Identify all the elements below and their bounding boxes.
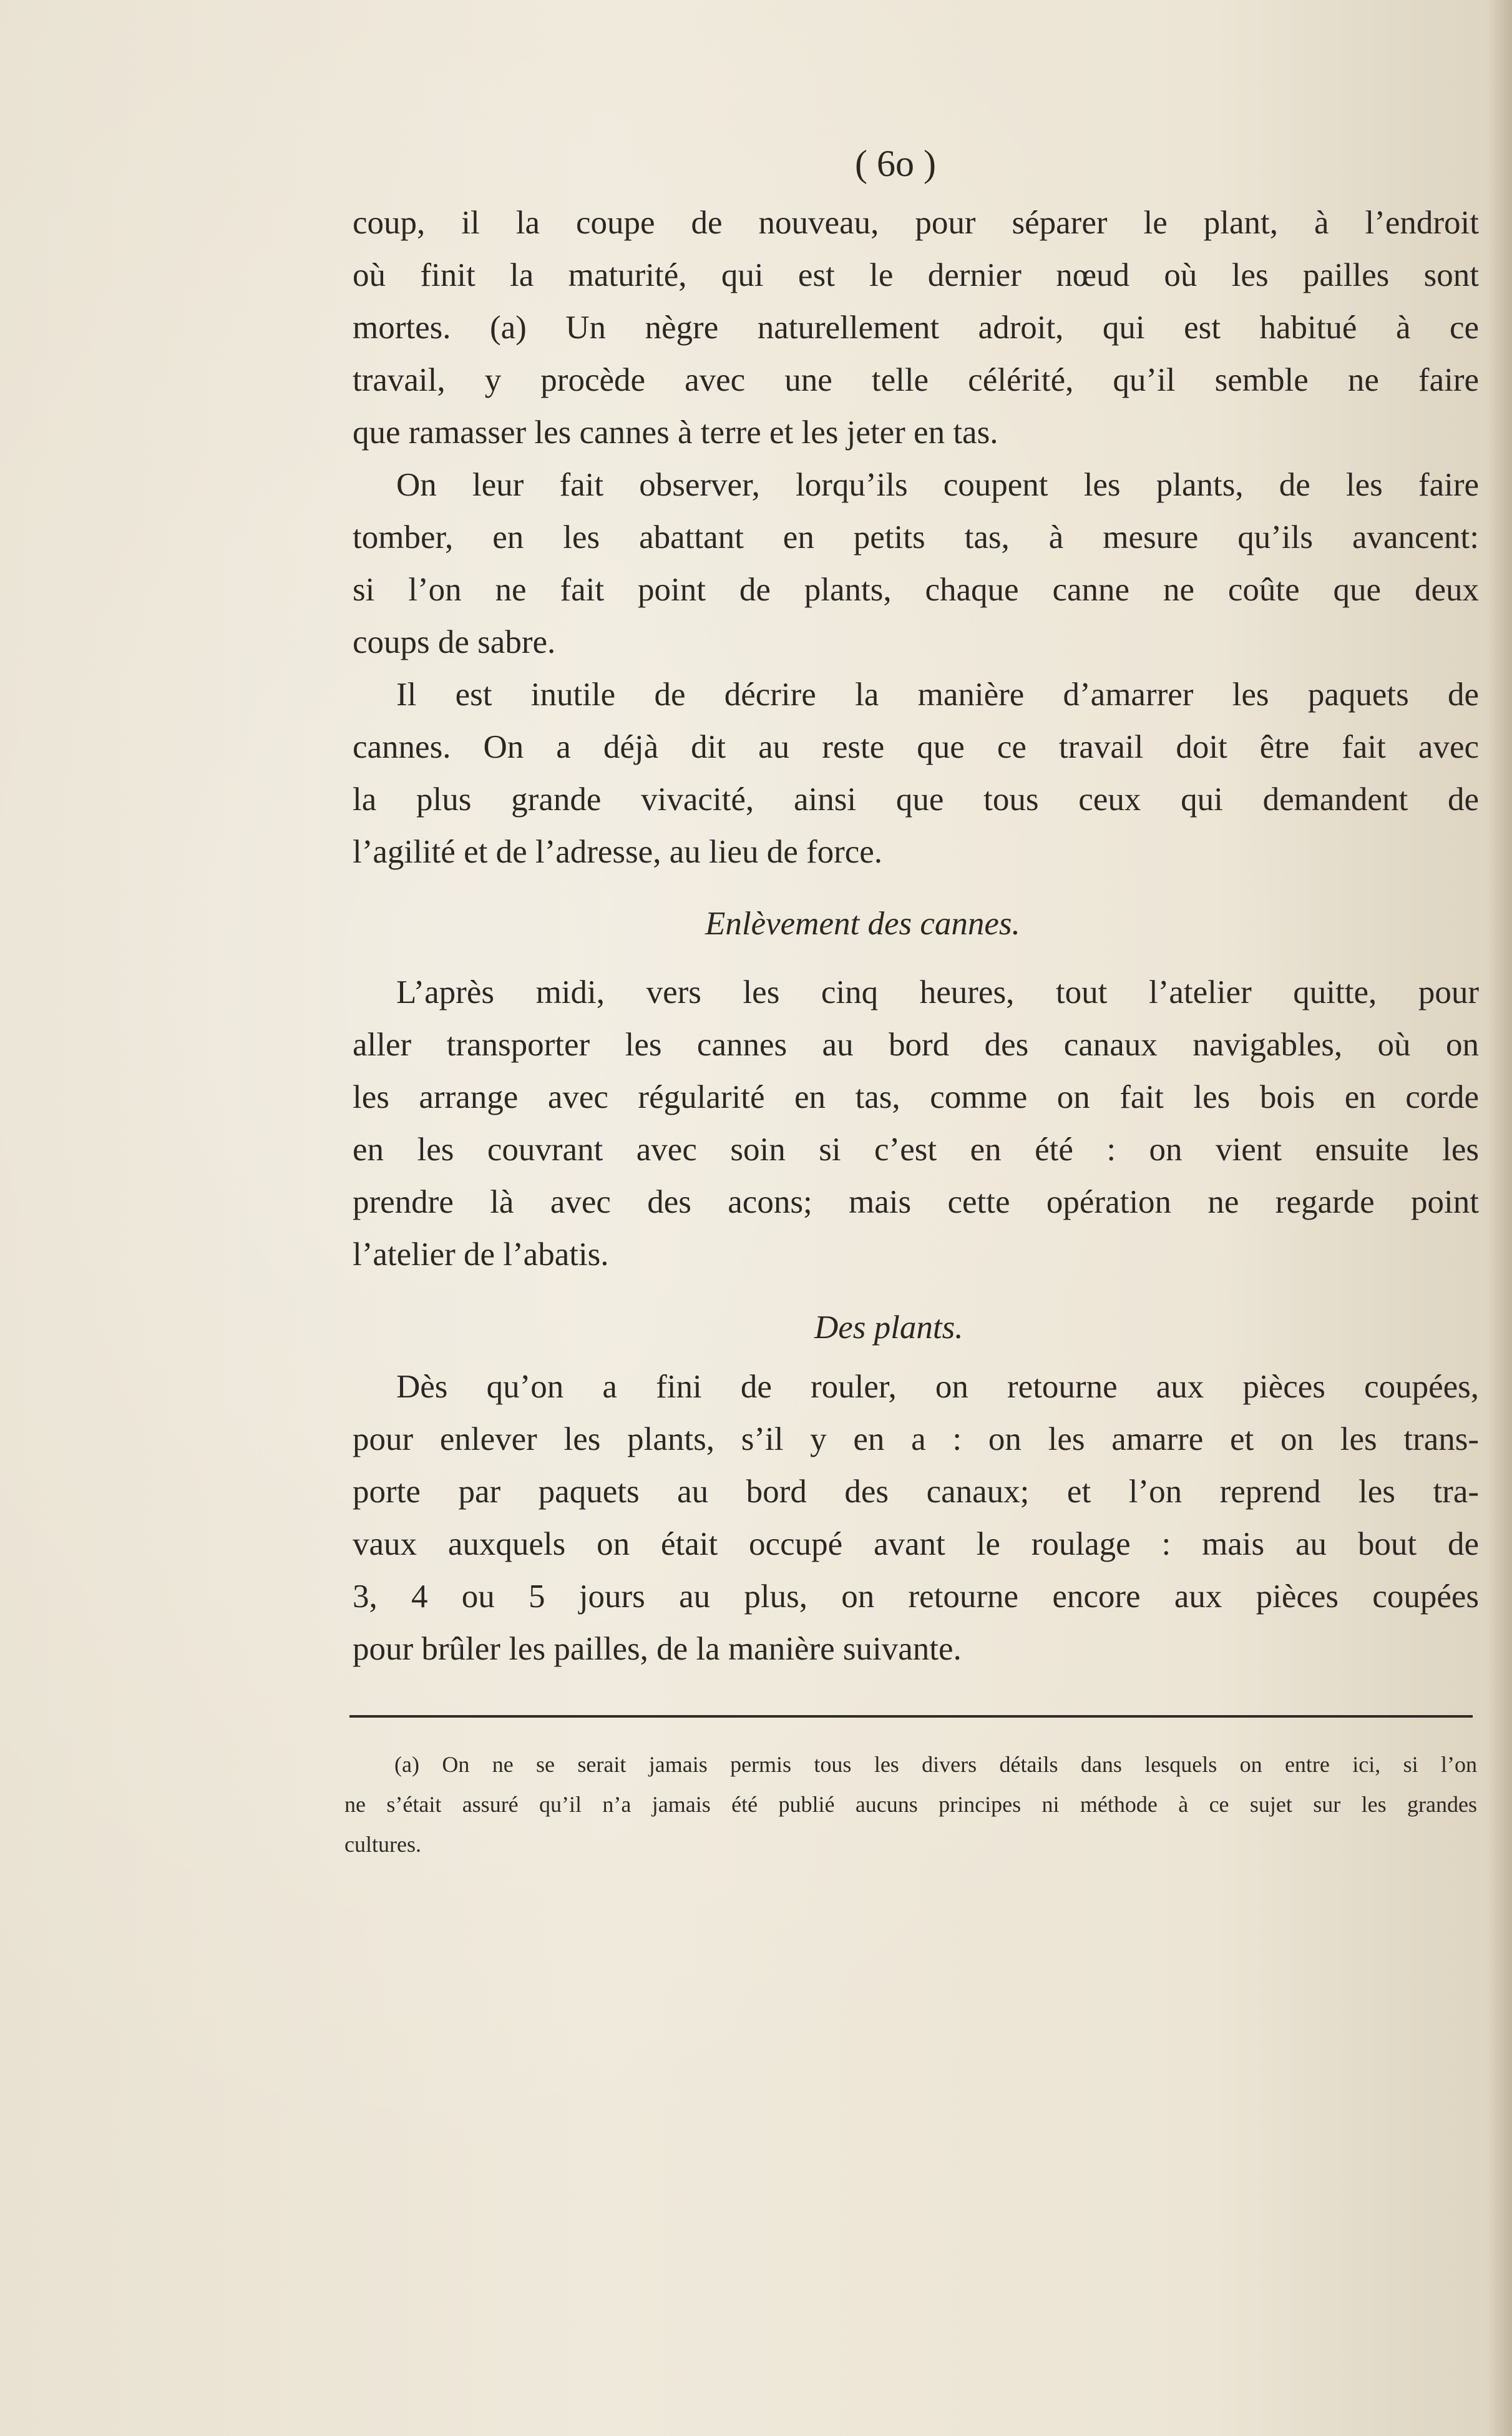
paragraph-1 [353,197,1479,459]
text-line: 3, 4 ou 5 jours au plus, on retourne encore aux pièces coupées [353,1578,1479,1615]
section2-paragraph [353,1361,1479,1675]
text-line: L’après midi, vers les cinq heures, tout l’atelier quitte, pour [396,974,1479,1010]
text-line: On leur fait observer, lorqu’ils coupent les plants, de les faire [396,467,1479,503]
paragraph-2 [353,459,1479,668]
text-line: où finit la maturité, qui est le dernier nœud où les pailles sont [353,257,1479,293]
text-line: l’agilité et de l’adresse, au lieu de force. [353,834,883,870]
section1-paragraph [353,966,1479,1281]
text-line: cannes. On a déjà dit au reste que ce travail doit être fait avec [353,729,1479,765]
text-line: que ramasser les cannes à terre et les jeter en tas. [353,414,998,451]
footnote-line: (a) On ne se serait jamais permis tous les divers détails dans lesquels on entre ici, si l’on [394,1752,1477,1777]
text-line: Dès qu’on a fini de rouler, on retourne aux pièces coupées, [396,1369,1479,1405]
text-line: si l’on ne fait point de plants, chaque canne ne coûte que deux [353,572,1479,608]
text-line: l’atelier de l’abatis. [353,1236,609,1273]
text-line: coup, il la coupe de nouveau, pour séparer le plant, à l’endroit [353,205,1479,241]
text-line: prendre là avec des acons; mais cette opération ne regarde point [353,1184,1479,1220]
section-heading: Des plants. [814,1309,963,1346]
text-line: pour enlever les plants, s’il y en a : on les amarre et on les trans- [353,1421,1479,1457]
text-line: tomber, en les abattant en petits tas, à mesure qu’ils avancent: [353,519,1479,555]
text-line: coups de sabre. [353,624,556,660]
text-line: pour brûler les pailles, de la manière suivante. [353,1631,962,1667]
text-line: porte par paquets au bord des canaux; et l’on reprend les tra- [353,1474,1479,1510]
text-line: la plus grande vivacité, ainsi que tous ceux qui demandent de [353,781,1479,818]
footnote [344,1744,1477,1864]
text-line: aller transporter les cannes au bord des canaux navigables, où on [353,1027,1479,1063]
footnote-line: cultures. [344,1832,421,1857]
text-line: vaux auxquels on était occupé avant le roulage : mais au bout de [353,1526,1479,1562]
page-number: ( 6o ) [855,143,936,184]
page-edge-shadow [1487,0,1512,2436]
footnote-line: ne s’était assuré qu’il n’a jamais été publié aucuns principes ni méthode à ce sujet sur les grandes [344,1792,1477,1817]
text-line: travail, y procède avec une telle célérité, qu’il semble ne faire [353,362,1479,398]
paragraph-3 [353,668,1479,878]
footnote-divider [349,1715,1473,1718]
text-line: Il est inutile de décrire la manière d’amarrer les paquets de [396,677,1479,713]
text-line: les arrange avec régularité en tas, comme on fait les bois en corde [353,1079,1479,1115]
text-line: mortes. (a) Un nègre naturellement adroit, qui est habitué à ce [353,310,1479,346]
section-heading: Enlèvement des cannes. [705,906,1020,942]
text-line: en les couvrant avec soin si c’est en été : on vient ensuite les [353,1132,1479,1168]
